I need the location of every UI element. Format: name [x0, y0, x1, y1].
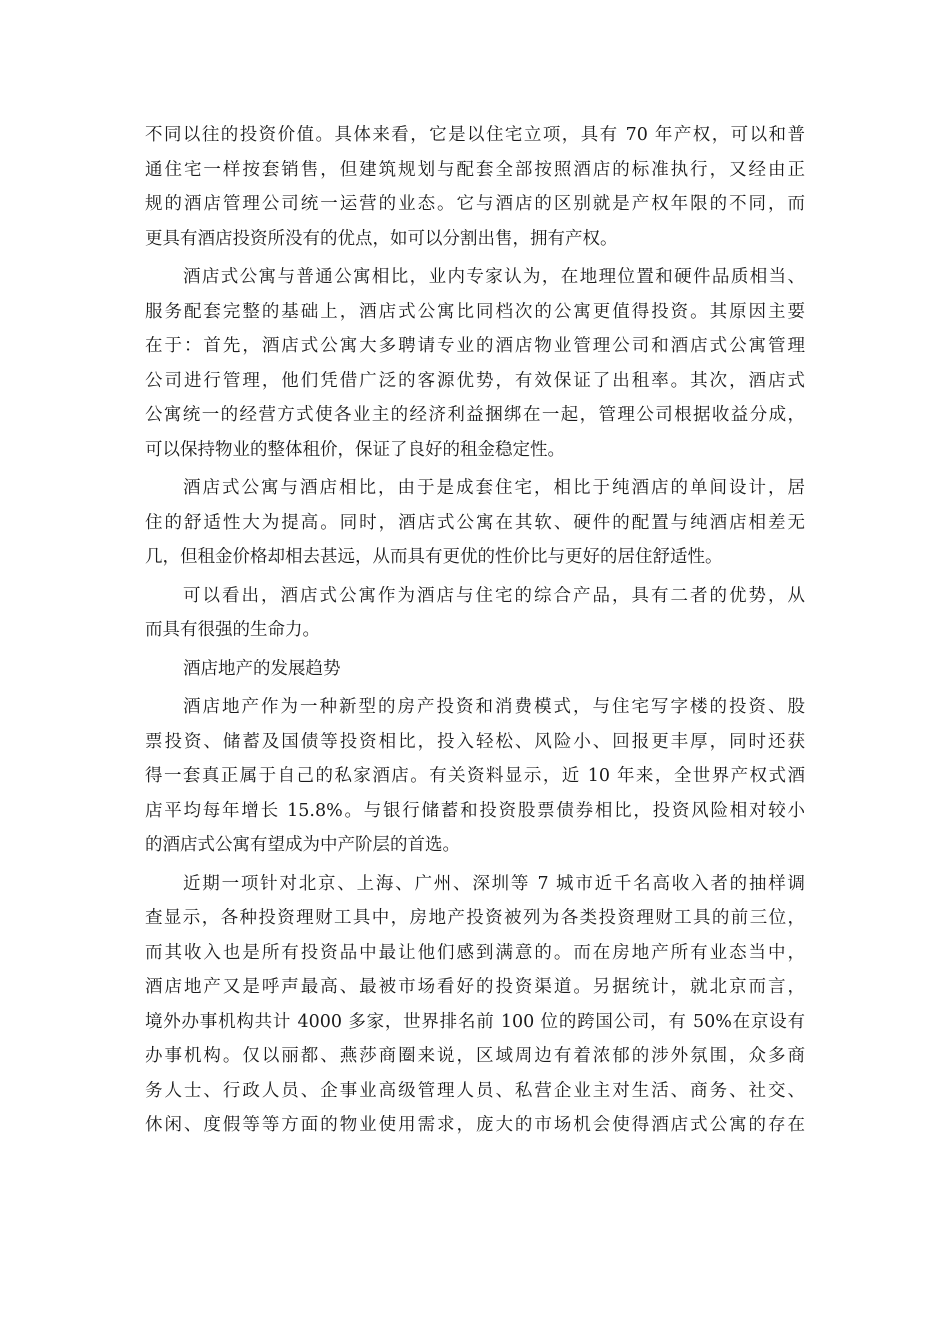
- document-body: [145, 118, 805, 1147]
- text-line: 酒店式公寓与酒店相比，由于是成套住宅，相比于纯酒店的单间设计，居: [183, 478, 805, 498]
- text-line: 得一套真正属于自己的私家酒店。有关资料显示，近 10 年来，全世界产权式酒: [145, 766, 805, 786]
- text-line: 住的舒适性大为提高。同时，酒店式公寓在其软、硬件的配置与纯酒店相差无: [145, 512, 805, 533]
- text-line: 的酒店式公寓有望成为中产阶层的首选。: [145, 835, 460, 855]
- paragraph-hotel-real-estate: [145, 690, 805, 863]
- paragraph-vs-ordinary-apartment: [145, 260, 805, 467]
- text-line: 查显示，各种投资理财工具中，房地产投资被列为各类投资理财工具的前三位，: [145, 908, 805, 928]
- text-line: 境外办事机构共计 4000 多家，世界排名前 100 位的跨国公司，有 50%在京设有: [145, 1011, 805, 1032]
- text-line: 不同以往的投资价值。具体来看，它是以住宅立项，具有 70 年产权，可以和普: [145, 125, 805, 145]
- text-line: 在于：首先，酒店式公寓大多聘请专业的酒店物业管理公司和酒店式公寓管理: [145, 336, 805, 356]
- text-line: 近期一项针对北京、上海、广州、深圳等 7 城市近千名高收入者的抽样调: [183, 873, 805, 894]
- text-line: 公寓统一的经营方式使各业主的经济利益捆绑在一起，管理公司根据收益分成，: [145, 405, 805, 425]
- paragraph-conclusion: [145, 579, 805, 648]
- text-line: 公司进行管理，他们凭借广泛的客源优势，有效保证了出租率。其次，酒店式: [145, 370, 805, 391]
- text-line: 可以看出，酒店式公寓作为酒店与住宅的综合产品，具有二者的优势，从: [183, 585, 805, 606]
- text-line: 可以保持物业的整体租价，保证了良好的租金稳定性。: [145, 439, 565, 460]
- text-line: 办事机构。仅以丽都、燕莎商圈来说，区域周边有着浓郁的涉外氛围，众多商: [145, 1046, 805, 1066]
- text-line: 更具有酒店投资所没有的优点，如可以分割出售，拥有产权。: [145, 228, 618, 249]
- text-line: 而具有很强的生命力。: [145, 620, 320, 640]
- section-heading: [145, 652, 805, 687]
- text-line: 酒店地产作为一种新型的房产投资和消费模式，与住宅写字楼的投资、股: [183, 697, 805, 717]
- text-line: 服务配套完整的基础上，酒店式公寓比同档次的公寓更值得投资。其原因主要: [145, 301, 805, 322]
- text-line: 规的酒店管理公司统一运营的业态。它与酒店的区别就是产权年限的不同，而: [145, 194, 805, 214]
- text-line: 酒店地产又是呼声最高、最被市场看好的投资渠道。另据统计，就北京而言，: [145, 977, 805, 997]
- text-line: 几，但租金价格却相去甚远，从而具有更优的性价比与更好的居住舒适性。: [145, 547, 723, 567]
- text-line: 务人士、行政人员、企事业高级管理人员、私营企业主对生活、商务、社交、: [145, 1080, 805, 1101]
- text-line: 通住宅一样按套销售，但建筑规划与配套全部按照酒店的标准执行，又经由正: [145, 159, 805, 180]
- paragraph-vs-hotel: [145, 471, 805, 575]
- paragraph-survey: [145, 867, 805, 1143]
- text-line: 休闲、度假等等方面的物业使用需求，庞大的市场机会使得酒店式公寓的存在: [145, 1115, 805, 1135]
- text-line: 店平均每年增长 15.8%。与银行储蓄和投资股票债券相比，投资风险相对较小: [145, 800, 805, 821]
- section-heading-text: 酒店地产的发展趋势: [183, 658, 341, 679]
- text-line: 而其收入也是所有投资品中最让他们感到满意的。而在房地产所有业态当中，: [145, 942, 805, 963]
- text-line: 票投资、储蓄及国债等投资相比，投入轻松、风险小、回报更丰厚，同时还获: [145, 731, 805, 752]
- text-line: 酒店式公寓与普通公寓相比，业内专家认为，在地理位置和硬件品质相当、: [183, 267, 805, 287]
- paragraph-investment-value: [145, 118, 805, 256]
